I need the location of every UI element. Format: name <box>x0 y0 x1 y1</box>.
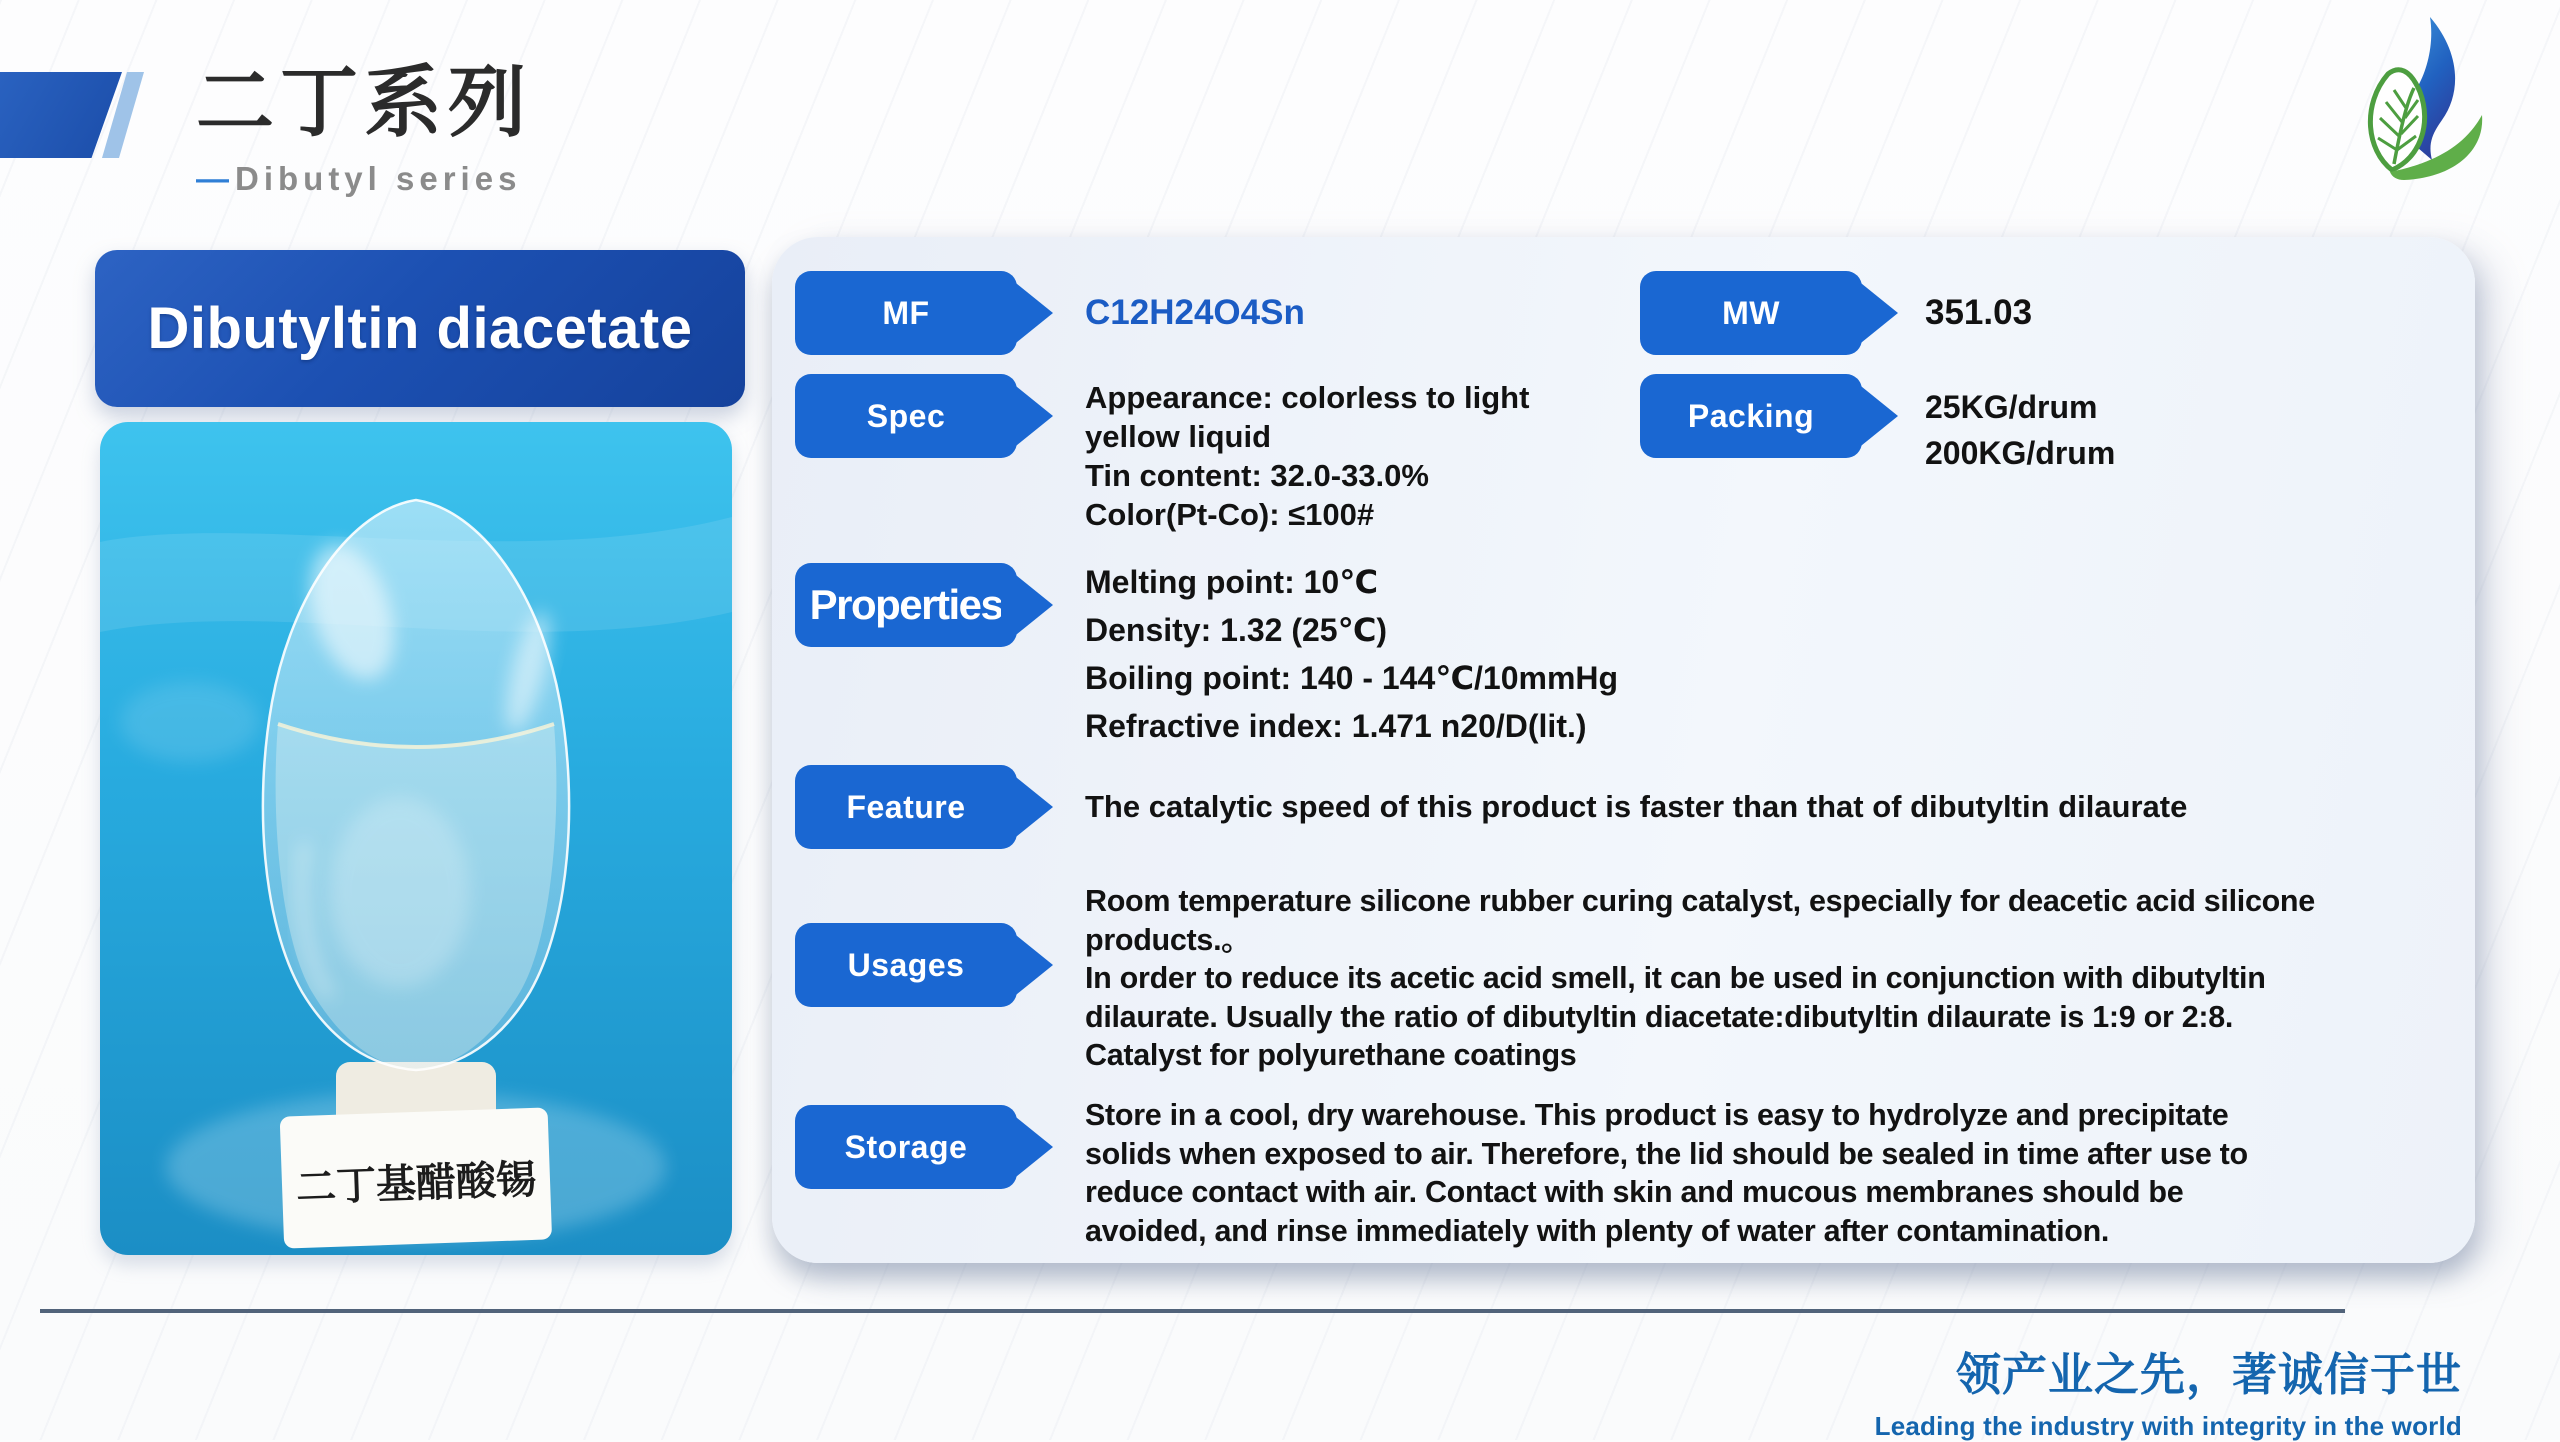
header-bar-shape <box>0 72 122 158</box>
spec-line: Tin content: 32.0-33.0% <box>1085 458 1429 493</box>
mw-tag-label: MW <box>1722 294 1780 331</box>
usages-value <box>1085 882 2315 1075</box>
mf-tag <box>795 271 1017 355</box>
storage-tag-label: Storage <box>844 1128 968 1165</box>
packing-tag <box>1640 374 1862 458</box>
mw-tag <box>1640 271 1862 355</box>
storage-value <box>1085 1096 2248 1250</box>
usages-tag-label: Usages <box>847 946 965 983</box>
subtitle-text: Dibutyl series <box>235 160 522 197</box>
spec-value <box>1085 378 1529 534</box>
properties-line: Refractive index: 1.471 n20/D(lit.) <box>1085 708 1587 744</box>
usages-line: products.。 <box>1085 922 1252 957</box>
properties-value <box>1085 558 1618 750</box>
storage-tag <box>795 1105 1017 1189</box>
photo-label-text: 二丁基醋酸锡 <box>295 1156 537 1212</box>
footer-divider <box>40 1309 2345 1313</box>
storage-line: avoided, and rinse immediately with plenty of water after contamination. <box>1085 1213 2110 1248</box>
photo-label-card <box>280 1107 552 1248</box>
usages-tag <box>795 923 1017 1007</box>
spec-line: yellow liquid <box>1085 419 1272 454</box>
usages-line: dilaurate. Usually the ratio of dibutyltin diacetate:dibutyltin dilaurate is 1:9 or 2:8. <box>1085 999 2234 1034</box>
properties-tag-label: Properties <box>809 581 1003 628</box>
properties-tag <box>795 563 1017 647</box>
feature-tag <box>795 765 1017 849</box>
spec-tag <box>795 374 1017 458</box>
properties-line: Density: 1.32 (25℃) <box>1085 612 1387 648</box>
packing-line: 200KG/drum <box>1925 435 2116 471</box>
footer-slogan-cn: 领产业之先，著诚信于世 <box>1955 1349 2462 1400</box>
usages-line: Room temperature silicone rubber curing catalyst, especially for deacetic acid silicone <box>1085 884 2315 918</box>
company-logo-icon <box>2355 12 2495 187</box>
footer <box>1562 1338 2462 1442</box>
mf-tag-label: MF <box>882 294 930 331</box>
storage-line: Store in a cool, dry warehouse. This product is easy to hydrolyze and precipitate <box>1085 1098 2229 1132</box>
storage-line: reduce contact with air. Contact with skin and mucous membranes should be <box>1085 1175 2184 1209</box>
product-name: Dibutyltin diacetate <box>147 296 693 361</box>
spec-line: Appearance: colorless to light <box>1085 380 1530 415</box>
mw-value: 351.03 <box>1925 293 2033 332</box>
footer-slogan-en: Leading the industry with integrity in the world <box>1874 1411 2462 1441</box>
feature-tag-label: Feature <box>846 788 966 825</box>
feature-value: The catalytic speed of this product is faster than that of dibutyltin dilaurate <box>1085 789 2188 824</box>
usages-line: In order to reduce its acetic acid smell, it can be used in conjunction with dibutyltin <box>1085 961 2266 995</box>
packing-line: 25KG/drum <box>1925 389 2098 425</box>
properties-line: Melting point: 10℃ <box>1085 564 1378 600</box>
page-subtitle <box>196 160 521 198</box>
properties-line: Boiling point: 140 - 144℃/10mmHg <box>1085 660 1619 696</box>
subtitle-dash: — <box>196 160 229 197</box>
packing-tag-label: Packing <box>1687 397 1815 434</box>
usages-line: Catalyst for polyurethane coatings <box>1085 1038 1577 1072</box>
packing-value <box>1925 384 2115 476</box>
spec-line: Color(Pt-Co): ≤100# <box>1085 497 1375 532</box>
product-name-box <box>95 250 745 407</box>
spec-tag-label: Spec <box>866 397 946 434</box>
product-photo <box>100 422 732 1255</box>
page-title: 二丁系列 <box>196 58 533 146</box>
storage-line: solids when exposed to air. Therefore, the lid should be sealed in time after use to <box>1085 1136 2248 1171</box>
mf-value: C12H24O4Sn <box>1085 293 1305 332</box>
